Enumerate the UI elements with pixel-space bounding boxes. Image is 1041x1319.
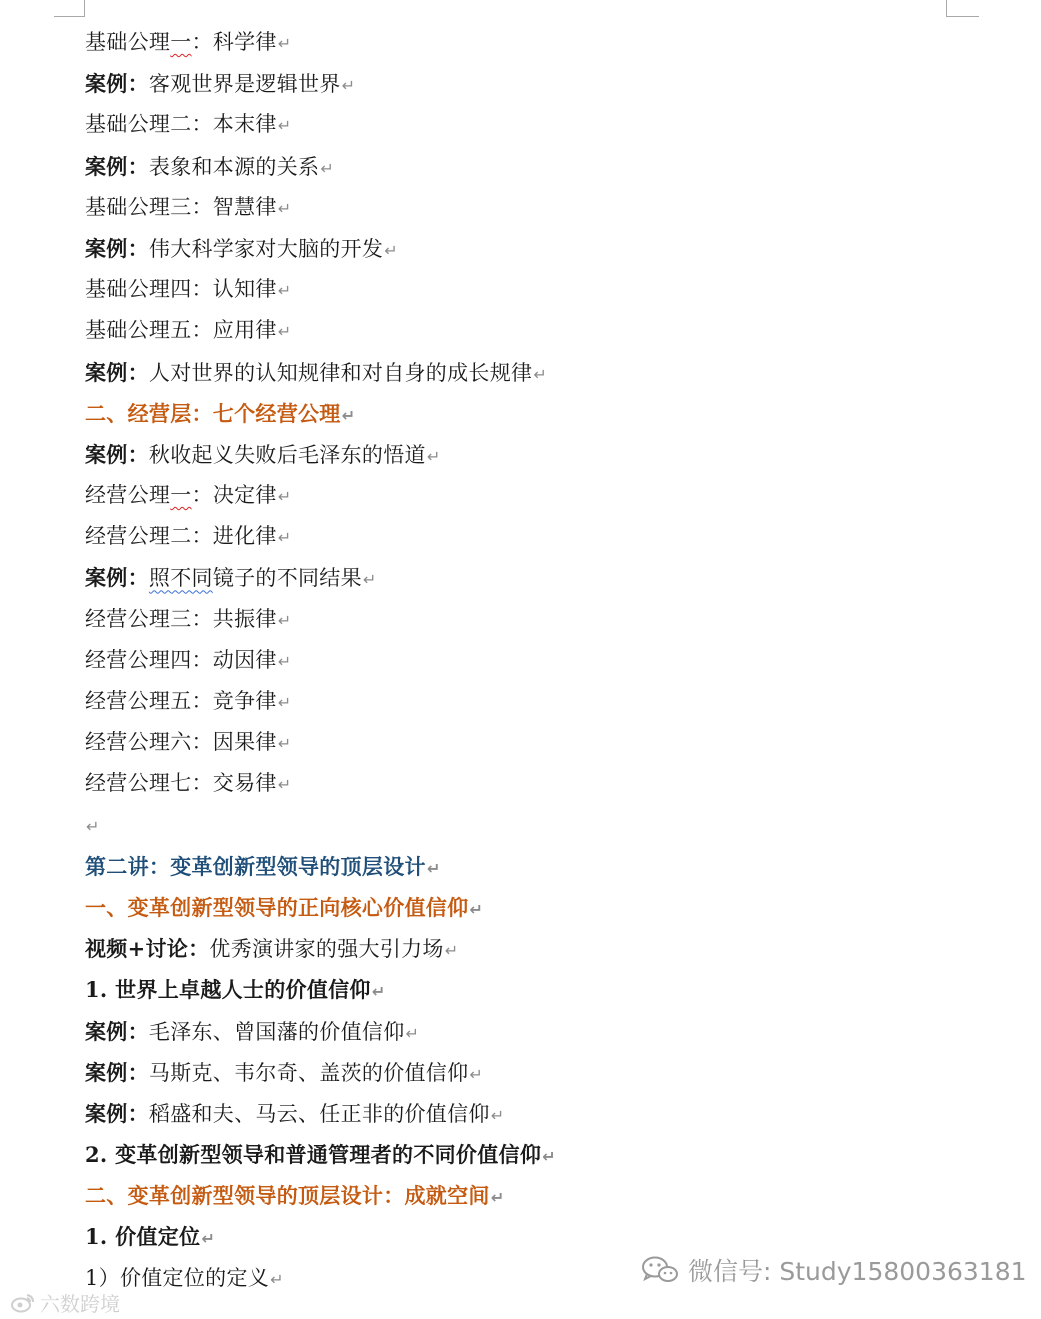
paragraph-mark: ↵ [405,1023,420,1043]
line-text: 人对世界的认知规律和对自身的成长规律 [148,360,533,385]
line-text: 一、变革创新型领导的正向核心价值信仰 [85,894,469,920]
line-text: 2. 变革创新型领导和普通管理者的不同价值信仰 [85,1142,542,1168]
paragraph-mark: ↵ [362,570,377,590]
paragraph-mark: ↵ [490,1188,505,1208]
line-text: 经营公理四：动因律 [85,647,277,672]
paragraph-mark: ↵ [277,322,292,342]
case-line [85,352,1011,393]
doc-line [85,640,1011,681]
doc-line [85,310,1011,351]
case-label: 视频+讨论： [85,936,210,962]
case-line [85,146,1011,187]
line-text: 二、变革创新型领导的顶层设计：成就空间 [85,1183,490,1209]
empty-paragraph [85,805,1011,846]
case-line [85,557,1011,598]
case-line [85,928,1011,969]
paragraph-mark: ↵ [277,693,292,712]
case-label: 案例： [85,1018,149,1044]
line-text: 1. 价值定位 [85,1224,201,1250]
document-body [85,22,1011,1299]
paragraph-mark: ↵ [277,116,292,136]
numbered-heading [85,1134,1011,1175]
line-prefix: 经营公理 [85,483,171,508]
paragraph-mark: ↵ [277,528,292,548]
numbered-heading [85,969,1011,1010]
case-label: 案例： [85,1100,149,1126]
paragraph-mark: ↵ [341,405,356,425]
line-text: 稻盛和夫、马云、任正非的价值信仰 [148,1101,490,1126]
doc-line [85,681,1011,722]
paragraph-mark: ↵ [277,651,292,671]
doc-line [85,104,1011,145]
line-text: 经营公理五：竞争律 [85,689,277,713]
section-heading [85,1175,1011,1216]
line-text: 基础公理五：应用律 [85,318,277,343]
line-text: ：决定律 [191,483,277,508]
case-label: 案例： [85,359,149,385]
line-text: 客观世界是逻辑世界 [148,72,341,97]
paragraph-mark: ↵ [277,610,292,630]
line-text: 镜子的不同结果 [212,566,362,591]
paragraph-mark: ↵ [384,240,398,260]
doc-line [85,187,1011,228]
paragraph-mark: ↵ [469,1064,484,1084]
case-line [85,1011,1011,1052]
line-text: 经营公理二：进化律 [85,524,277,549]
line-prefix: 基础公理 [85,30,171,54]
case-label: 案例： [85,1059,149,1085]
paragraph-mark: ↵ [426,858,441,878]
watermark-right-text: 微信号: Study15800363181 [688,1257,1027,1286]
case-label: 案例： [85,565,149,591]
paragraph-mark: ↵ [277,281,292,301]
doc-line [85,722,1011,763]
line-text: 基础公理四：认知律 [85,277,277,302]
paragraph-mark: ↵ [277,34,292,53]
paragraph-mark: ↵ [469,899,484,919]
doc-line [85,22,1011,63]
line-text: ：科学律 [191,30,277,54]
case-line [85,1052,1011,1093]
doc-line [85,475,1011,516]
line-text: 毛泽东、曾国藩的价值信仰 [148,1019,405,1044]
paragraph-mark: ↵ [277,198,292,218]
section-heading [85,887,1011,928]
paragraph-mark: ↵ [277,734,292,754]
paragraph-mark: ↵ [490,1105,505,1125]
doc-line [85,269,1011,310]
case-line [85,1093,1011,1134]
paragraph-mark: ↵ [320,158,335,178]
doc-line [85,599,1011,640]
line-text: 经营公理三：共振律 [85,606,277,631]
proofing-underline: 照不同 [148,566,213,591]
paragraph-mark: ↵ [201,1229,216,1249]
paragraph-mark: ↵ [444,941,459,961]
paragraph-mark: ↵ [542,1147,556,1167]
weibo-logo-icon [10,1292,36,1314]
wechat-logo-icon [640,1254,680,1286]
case-label: 案例： [85,153,149,179]
line-text: 第二讲：变革创新型领导的顶层设计 [85,853,426,879]
doc-line [85,516,1011,557]
proofing-underline: 一 [170,483,192,508]
section-heading [85,846,1011,887]
paragraph-mark: ↵ [426,446,441,466]
watermark-left [10,1288,120,1317]
section-heading [85,393,1011,434]
case-line [85,434,1011,475]
page-corner-mark-right [946,0,979,17]
line-text: 经营公理七：交易律 [85,771,277,796]
doc-line [85,763,1011,804]
line-text: 经营公理六：因果律 [85,730,277,755]
paragraph-mark: ↵ [277,775,292,795]
case-line [85,63,1011,104]
paragraph-mark: ↵ [371,982,386,1002]
paragraph-mark: ↵ [533,364,548,384]
case-line [85,228,1011,269]
line-text: 马斯克、韦尔奇、盖茨的价值信仰 [148,1060,469,1085]
proofing-underline: 一 [170,30,192,54]
paragraph-mark: ↵ [270,1269,284,1289]
paragraph-mark: ↵ [277,487,292,507]
line-text: 表象和本源的关系 [148,154,320,179]
case-label: 案例： [85,235,149,261]
watermark-left-text: 六数跨境 [40,1292,120,1316]
line-text: 优秀演讲家的强大引力场 [209,937,444,962]
paragraph-mark: ↵ [86,816,100,836]
paragraph-mark: ↵ [341,76,356,96]
line-text: 秋收起义失败后毛泽东的悟道 [148,442,426,467]
line-text: 基础公理三：智慧律 [85,194,277,219]
line-text: 基础公理二：本末律 [85,112,277,137]
case-label: 案例： [85,71,149,97]
line-text: 1. 世界上卓越人士的价值信仰 [85,977,371,1003]
line-text: 伟大科学家对大脑的开发 [148,236,384,261]
line-text: 二、经营层：七个经营公理 [85,400,341,426]
page-corner-mark-left [54,0,85,17]
line-text: 1）价值定位的定义 [85,1265,270,1290]
case-label: 案例： [85,441,149,467]
watermark-right [640,1252,1027,1288]
